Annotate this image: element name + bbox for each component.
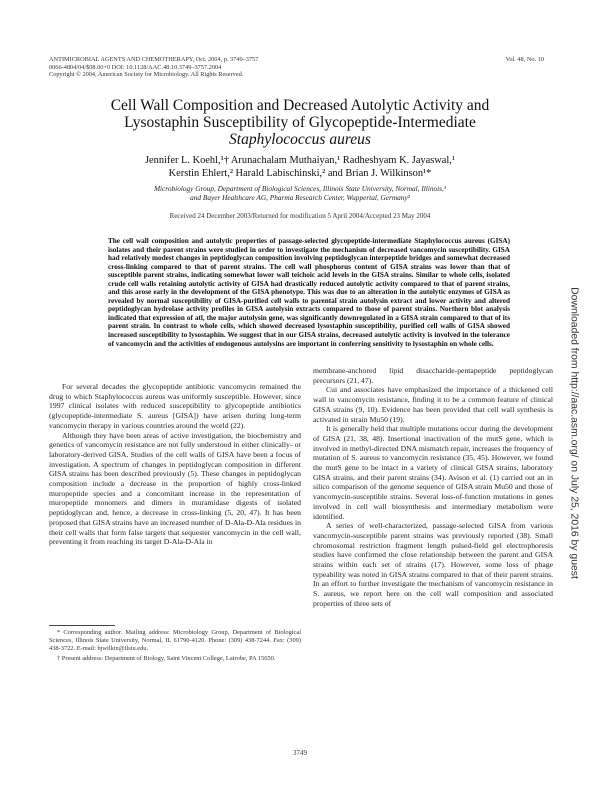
journal-citation: ANTIMICROBIAL AGENTS AND CHEMOTHERAPY, Oct. 2004, p. 3749–3757 xyxy=(49,56,259,63)
affiliation-line-2: and Bayer Healthcare AG, Pharma Research Center, Wuppertal, Germany² xyxy=(190,193,410,202)
issn-doi: 0066-4804/04/$08.00+0 DOI: 10.1128/AAC.48.10.3749–3757.2004 xyxy=(49,63,222,71)
body-paragraph: Cui and associates have emphasized the importance of a thickened cell wall in vancomycin resistance, finding it to be a common feature of clinical GISA strains (9, 10). Evidence has been provided that cell wall synthesis is activated in strain Mu50 (19). xyxy=(313,385,553,424)
page-number: 3749 xyxy=(293,749,307,757)
body-right-column xyxy=(313,366,553,609)
abstract: The cell wall composition and autolytic properties of passage-selected glycopeptide-intermediate Staphylococcus aureus (GISA) isolates and their parent strains were studied in order to investigate the mechanism of decreased vancomycin susceptibility. GISA had relatively modest changes in peptidoglycan composition involving peptidoglycan interpeptide bridges and somewhat decreased cross-linking compared to that of parent strains. The cell wall phosphorus content of GISA strains was lower than that of susceptible parent strains, indicating somewhat lower wall teichoic acid levels in the GISA strains. Similar to whole cells, isolated crude cell walls retaining autolytic activity of GISA had drastically reduced autolytic activity compared to that of parent strains, and this arose early in the development of the GISA phenotype. This was due to an alteration in the autolytic enzymes of GISA as revealed by normal susceptibility of GISA-purified cell walls to parental strain autolysin extract and lower activity and altered peptidoglycan hydrolase activity profiles in GISA autolysin extracts compared to those of parent strains. Northern blot analysis indicated that expression of atl, the major autolysin gene, was significantly downregulated in a GISA strain compared to that of its parent strain. In contrast to whole cells, which showed decreased lysostaphin susceptibility, purified cell walls of GISA showed increased susceptibility to lysostaphin. We suggest that in our GISA strains, decreased autolytic activity is involved in the tolerance of vancomycin and the activities of endogenous autolysins are important in conferring sensitivity to lysostaphin on whole cells. xyxy=(108,237,510,348)
body-paragraph: It is generally held that multiple mutations occur during the development of GISA (21, 38, 48). Insertional inactivation of the mutS gene, which is involved in methyl-directed DNA mismatch repair, increases the frequency of mutation of S. aureus to vancomycin resistance (35, 45). However, we found the mutS gene to be intact in a variety of clinical GISA strains, laboratory GISA strains, and their parent strains (34). Avison et al. (1) carried out an in silico comparison of the genome sequence of GISA strain Mu50 and those of vancomycin-susceptible strains. Several loss-of-function mutations in genes involved in cell wall biosynthesis and intermediary metabolism were identified. xyxy=(313,424,553,521)
body-paragraph: Although they have been areas of active investigation, the biochemistry and genetics of vancomycin resistance are not fully understood in either clinically- or laboratory-derived GISA. Studies of the cell walls of GISA have been a focus of investigation. A spectrum of changes in peptidoglycan composition in different GISA strains has been described previously (5). These changes in peptidoglycan composition include a decrease in the proportion of highly cross-linked muropeptide species and a concomitant increase in the representation of muropeptide monomers and dimers in muramidase digests of isolated peptidoglycan and, hence, a decrease in cross-linking (5, 20, 47). It has been proposed that GISA strains have an increased number of D-Ala-D-Ala residues in their cell walls that form false targets that sequester vancomycin in the cell wall, preventing it from reaching its target D-Ala-D-Ala in xyxy=(49,430,301,547)
download-watermark xyxy=(566,248,582,618)
affiliation-line-1: Microbiology Group, Department of Biological Sciences, Illinois State University, Normal, Illinois,¹ xyxy=(153,184,447,193)
volume-number: Vol. 48, No. 10 xyxy=(505,56,544,63)
title-line-2: Lysostaphin Susceptibility of Glycopeptide-Intermediate xyxy=(124,114,476,131)
received-dates: Received 24 December 2003/Returned for modification 5 April 2004/Accepted 23 May 2004 xyxy=(169,212,431,220)
title-line-3: Staphylococcus aureus xyxy=(229,131,371,148)
article-title xyxy=(40,97,560,148)
present-address-note: † Present address: Department of Biology, Saint Vincent College, Latrobe, PA 15650. xyxy=(57,654,276,662)
copyright: Copyright © 2004, American Society for Microbiology. All Rights Reserved. xyxy=(49,71,244,79)
journal-header xyxy=(49,56,409,79)
body-paragraph: A series of well-characterized, passage-selected GISA from various vancomycin-susceptible parent strains was previously reported (38). Small chromosomal restriction fragment length pulsed-field gel electrophoresis studies have confirmed the close relationship between the parent and GISA strains within each set of strains (17). However, some loss of phage typeability was noted in GISA strains compared to that of their parent strains. In an effort to further investigate the mechanism of vancomycin resistance in S. aureus, we report here on the cell wall composition and associated properties of three sets of xyxy=(313,521,553,608)
watermark-text: Downloaded from http://aac.asm.org/ on July 25, 2016 by guest xyxy=(568,287,580,579)
footnotes xyxy=(49,629,301,664)
body-paragraph: For several decades the glycopeptide antibiotic vancomycin remained the drug to which Staphylococcus aureus was uniformly susceptible. However, since 1997 clinical isolates with reduced susceptibility to glycopeptide antibiotics (glycopeptide-intermediate S. aureus [GISA]) have arisen during long-term vancomycin therapy in various countries around the world (22). xyxy=(49,382,301,430)
corresponding-author-note: * Corresponding author. Mailing address: Microbiology Group, Department of Biological Sciences, Illinois State University, Normal, IL 61790-4120. Phone: (309) 438-7244. Fax: (309) 438-3722. E-mail: bjwilkin@ilstu.edu. xyxy=(49,629,301,653)
body-paragraph: membrane-anchored lipid disaccharide-pentapeptide peptidoglycan precursors (21, 47). xyxy=(313,366,553,385)
affiliations xyxy=(40,184,560,202)
authors-line-2: Kerstin Ehlert,² Harald Labischinski,² and Brian J. Wilkinson¹* xyxy=(168,167,432,179)
title-line-1: Cell Wall Composition and Decreased Autolytic Activity and xyxy=(110,97,490,114)
body-left-column xyxy=(49,382,301,547)
footnote-divider xyxy=(49,625,115,626)
authors-line-1: Jennifer L. Koehl,¹† Arunachalam Muthaiyan,¹ Radheshyam K. Jayaswal,¹ xyxy=(144,155,455,166)
author-list xyxy=(40,155,560,180)
